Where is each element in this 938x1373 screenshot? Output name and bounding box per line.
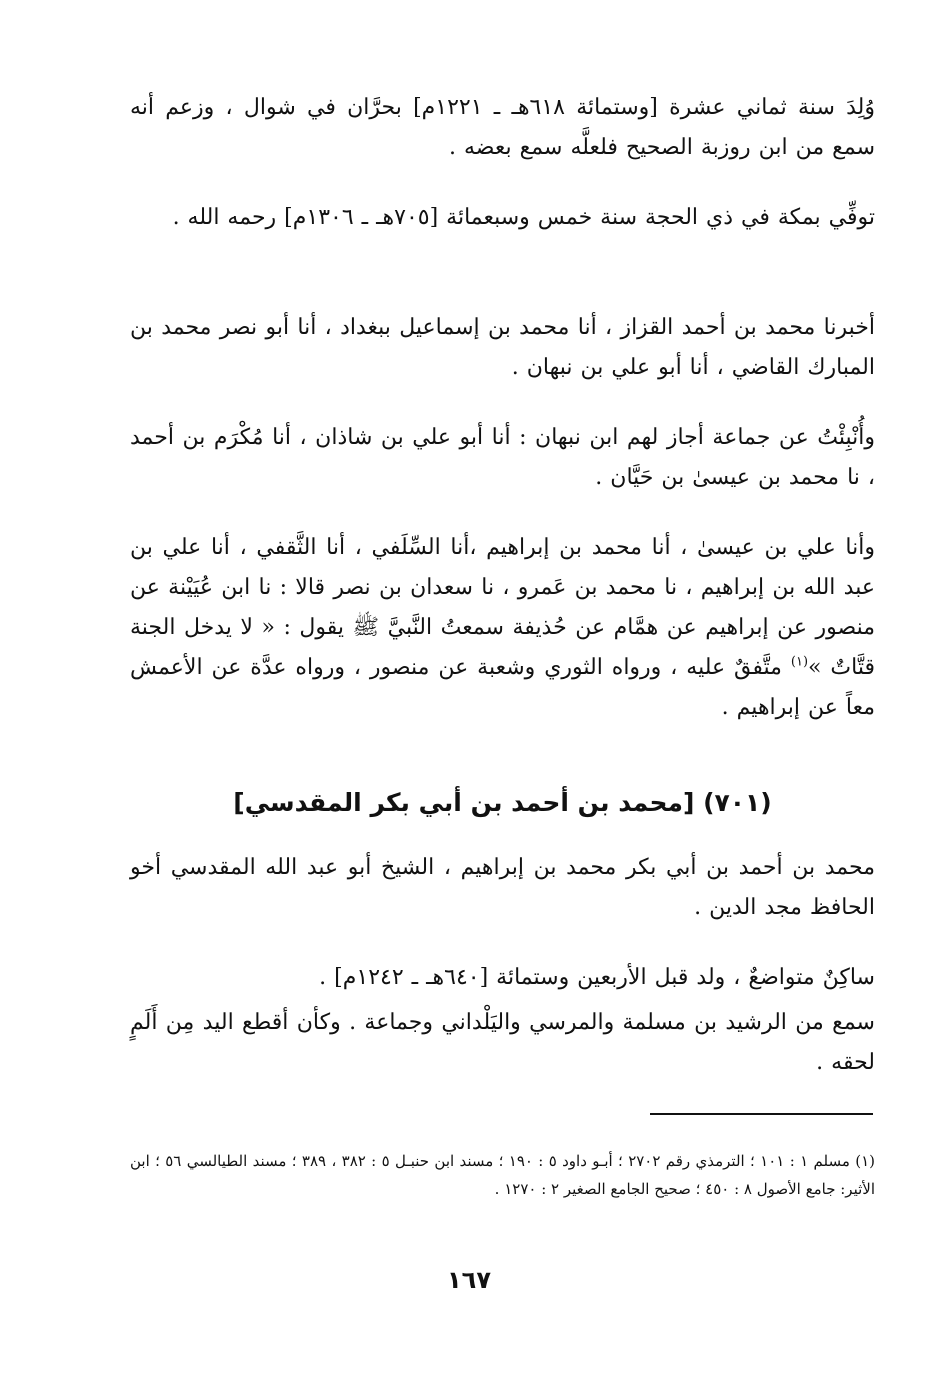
page-number: ١٦٧	[447, 1266, 491, 1294]
paragraph-biography: محمد بن أحمد بن أبي بكر محمد بن إبراهيم ، الشيخ أبو عبد الله المقدسي أخو الحافظ مجد الدين .	[130, 855, 875, 920]
paragraph-birth: وُلِدَ سنة ثماني عشرة [وستمائة ٦١٨هـ ـ ١٢٢١م] بحرَّان في شوال ، وزعم أنه سمع من ابن روزبة الصحيح فلعلَّه سمع بعضه .	[130, 95, 875, 160]
section-heading: (٧٠١) [محمد بن أحمد بن أبي بكر المقدسي]	[233, 788, 772, 817]
paragraph-isnad-2: وأُنْبِئْتُ عن جماعة أجاز لهم ابن نبهان : أنا أبو علي بن شاذان ، أنا مُكْرَم بن أحمد ، نا محمد بن عيسىٰ بن حَيَّان .	[130, 425, 875, 490]
footnote-marker: (١)	[790, 654, 809, 670]
footnote-separator	[650, 1113, 873, 1115]
paragraph-teachers: سمع من الرشيد بن مسلمة والمرسي واليَلْداني وجماعة . وكأن أقطع اليد مِن أَلَمٍ لحقه .	[130, 1010, 875, 1075]
paragraph-character: ساكِنٌ متواضعٌ ، ولد قبل الأربعين وستمائة [٦٤٠هـ ـ ١٢٤٢م] .	[319, 965, 875, 990]
paragraph-death: توفِّي بمكة في ذي الحجة سنة خمس وسبعمائة [٧٠٥هـ ـ ١٣٠٦م] رحمه الله .	[172, 205, 875, 230]
paragraph-isnad-1: أخبرنا محمد بن أحمد القزاز ، أنا محمد بن إسماعيل ببغداد ، أنا أبو نصر محمد بن المبارك القاضي ، أنا أبو علي بن نبهان .	[130, 315, 875, 380]
hadith-tail: متَّفقٌ عليه ، ورواه الثوري وشعبة عن منصور ، ورواه عدَّة عن الأعمش معاً عن إبراهيم .	[130, 655, 875, 720]
footnote-text: (١) مسلم ١ : ١٠١ ؛ الترمذي رقم ٢٧٠٢ ؛ أبـو داود ٥ : ١٩٠ ؛ مسند ابن حنبـل ٥ : ٣٨٢ ، ٣٨٩ ؛ مسند الطيالسي ٥٦ ؛ ابن الأثير: جامع الأصول ٨ : ٤٥٠ ؛ صحيح الجامع الصغير ٢ : ١٢٧٠ .	[130, 1152, 875, 1198]
hadith-text: وأنا علي بن عيسىٰ ، أنا محمد بن إبراهيم ،أنا السِّلَفي ، أنا الثَّقفي ، أنا علي بن عبد الله بن إبراهيم ، نا محمد بن عَمرو ، نا سعدان بن نصر قالا : نا ابن عُيَيْنة عن منصور عن إبراهيم عن همَّام عن حُذيفة سمعتُ النَّبيَّ ﷺ يقول : « لا يدخل الجنة قتَّاتٌ »	[130, 535, 875, 680]
paragraph-hadith	[130, 528, 875, 728]
